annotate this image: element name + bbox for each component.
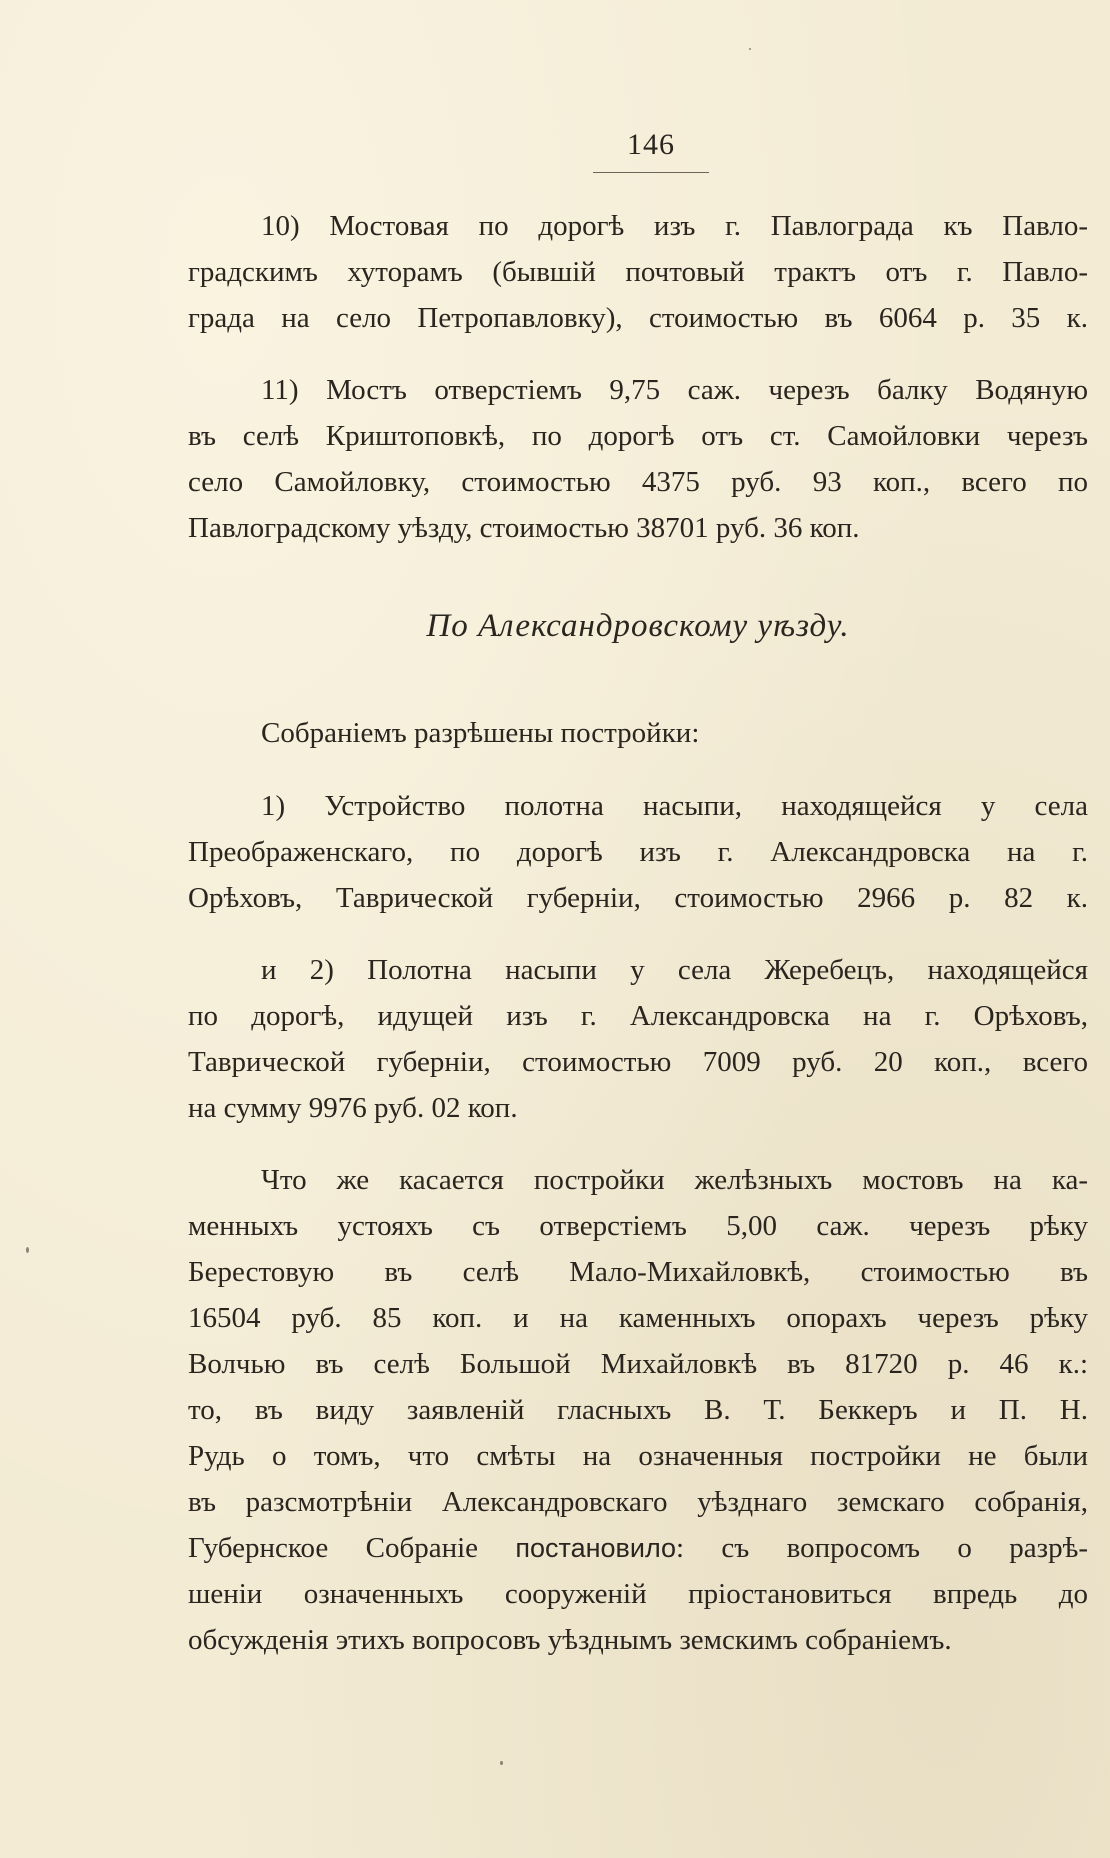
paragraph-item-2: [188, 947, 1088, 1131]
page-number: 146: [627, 128, 675, 161]
resolution-text-before: Губернское Собраніе: [188, 1532, 516, 1564]
paper-speck: [500, 1761, 503, 1765]
text-line: Волчью въ селѣ Большой Михайловкѣ въ 81720 р. 46 к.:: [188, 1348, 1088, 1380]
text-line: Таврической губерніи, стоимостью 7009 руб. 20 коп., всего: [188, 1046, 1088, 1078]
text-line: Собраніемъ разрѣшены постройки:: [261, 717, 700, 749]
paragraph-intro: [188, 710, 1088, 756]
text-line: градскимъ хуторамъ (бывшій почтовый трактъ отъ г. Павло-: [188, 256, 1088, 288]
section-heading: По Александровскому уѣзду.: [426, 608, 850, 644]
resolution-line: [188, 1525, 1088, 1571]
text-line: на сумму 9976 руб. 02 коп.: [188, 1092, 518, 1124]
text-line: 1) Устройство полотна насыпи, находящейся у села: [261, 790, 1088, 822]
paper-speck: [26, 1247, 29, 1253]
text-line: 11) Мостъ отверстіемъ 9,75 саж. черезъ балку Водяную: [261, 374, 1088, 406]
text-line: то, въ виду заявленій гласныхъ В. Т. Беккеръ и П. Н.: [188, 1394, 1088, 1426]
paragraph-resolution: [188, 1157, 1088, 1663]
text-line: Берестовую въ селѣ Мало-Михайловкѣ, стоимостью въ: [188, 1256, 1088, 1288]
text-line: село Самойловку, стоимостью 4375 руб. 93 коп., всего по: [188, 466, 1088, 498]
paragraph-item-1: [188, 783, 1088, 921]
text-line: Орѣховъ, Таврической губерніи, стоимостью 2966 р. 82 к.: [188, 882, 1088, 914]
text-line: 10) Мостовая по дорогѣ изъ г. Павлограда къ Павло-: [261, 210, 1088, 242]
resolution-keyword: постановило: [515, 1533, 677, 1563]
text-line: шеніи означенныхъ сооруженій пріостановиться впредь до: [188, 1578, 1088, 1610]
text-line: въ разсмотрѣніи Александровскаго уѣзднаго земскаго собранія,: [188, 1486, 1088, 1518]
text-line: Рудь о томъ, что смѣты на означенныя постройки не были: [188, 1440, 1088, 1472]
text-line: Преображенскаго, по дорогѣ изъ г. Александровска на г.: [188, 836, 1088, 868]
paragraph-item-10: [188, 203, 1088, 341]
page-number-rule: [593, 172, 709, 173]
text-line: менныхъ устояхъ съ отверстіемъ 5,00 саж. черезъ рѣку: [188, 1210, 1088, 1242]
text-line: Павлоградскому уѣзду, стоимостью 38701 руб. 36 коп.: [188, 512, 860, 544]
text-line: и 2) Полотна насыпи у села Жеребецъ, находящейся: [261, 954, 1088, 986]
paragraph-item-11: [188, 367, 1088, 551]
paper-speck: [749, 48, 751, 50]
text-line: по дорогѣ, идущей изъ г. Александровска на г. Орѣховъ,: [188, 1000, 1088, 1032]
text-line: 16504 руб. 85 коп. и на каменныхъ опорахъ черезъ рѣку: [188, 1302, 1088, 1334]
text-line: града на село Петропавловку), стоимостью въ 6064 р. 35 к.: [188, 302, 1088, 334]
resolution-text-after: : съ вопросомъ о разрѣ-: [676, 1532, 1088, 1564]
text-line: въ селѣ Криштоповкѣ, по дорогѣ отъ ст. Самойловки черезъ: [188, 420, 1088, 452]
text-line: обсужденія этихъ вопросовъ уѣзднымъ земскимъ собраніемъ.: [188, 1624, 952, 1656]
text-line: Что же касается постройки желѣзныхъ мостовъ на ка-: [261, 1164, 1088, 1196]
